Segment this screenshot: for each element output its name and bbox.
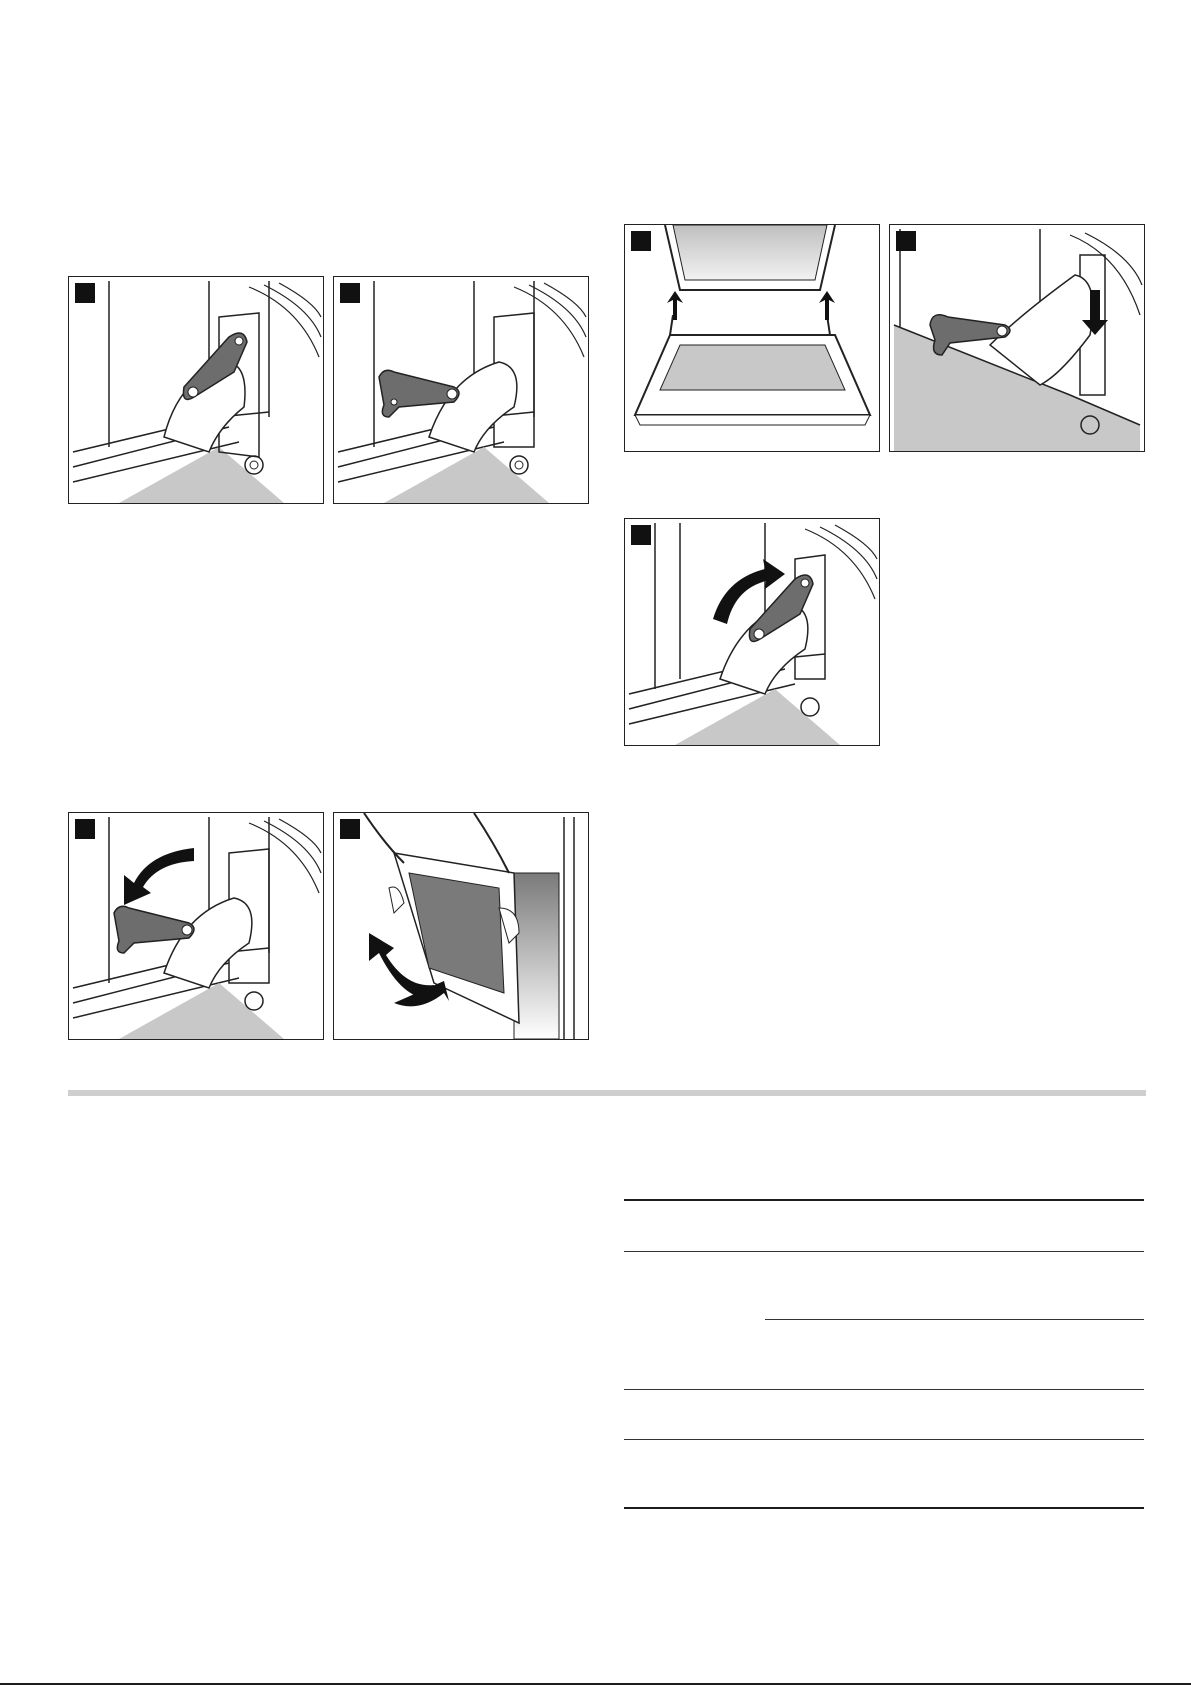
hinge-slot-insert-illustration [890,225,1144,451]
oven-door-insert-illustration [625,225,879,451]
figure-door-insert [624,224,880,452]
figure-hinge-lever-close [624,518,880,746]
step-marker [631,525,651,545]
hinge-lever-rotate-up-illustration [625,519,879,745]
hinge-lever-closed-illustration [69,277,323,503]
figure-hinge-lever-up [68,276,324,504]
table-row-rule [624,1251,1144,1252]
hinge-lever-open-illustration [334,277,588,503]
figure-hinge-engage [889,224,1145,452]
section-divider [68,1090,1146,1096]
hinge-lever-rotate-down-illustration [69,813,323,1039]
step-marker [75,283,95,303]
step-marker [340,283,360,303]
figure-hinge-lever-fold-down [68,812,324,1040]
step-marker [896,231,916,251]
figure-hinge-lever-folded [333,276,589,504]
step-marker [75,819,95,839]
oven-door-removal-illustration [334,813,588,1039]
table-row-rule [624,1389,1144,1390]
table-subrow-rule [765,1319,1144,1320]
step-marker [340,819,360,839]
step-marker [631,231,651,251]
table-row-rule [624,1439,1144,1440]
table-header-rule [624,1199,1144,1201]
table-bottom-rule [624,1507,1144,1509]
figure-door-lift-out [333,812,589,1040]
